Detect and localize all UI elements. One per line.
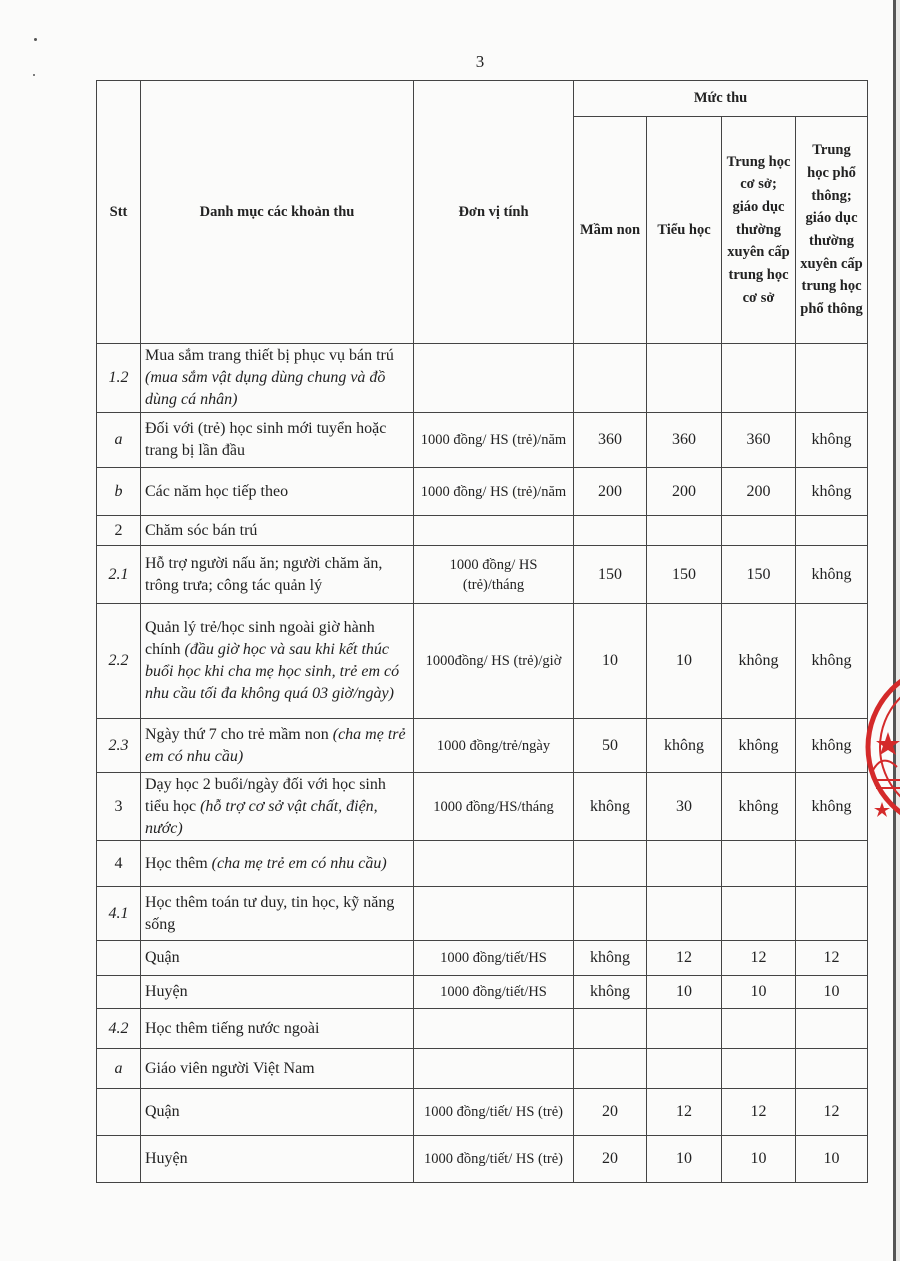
header-category: Danh mục các khoản thu — [141, 81, 414, 344]
row-stt: 2.2 — [97, 604, 141, 719]
row-stt: 1.2 — [97, 344, 141, 413]
table-row — [97, 887, 868, 941]
row-fee-value: 10 — [722, 1136, 796, 1183]
row-category-name: Hỗ trợ người nấu ăn; người chăm ăn, trông trưa; công tác quản lý — [145, 554, 383, 594]
row-fee-value — [647, 1049, 722, 1089]
row-unit: 1000 đồng/ HS (trẻ)/năm — [414, 468, 574, 516]
row-fee-value — [722, 1009, 796, 1049]
row-fee-value — [796, 344, 868, 413]
row-category-name: Học thêm tiếng nước ngoài — [145, 1019, 320, 1037]
row-category-name: Dạy học 2 buổi/ngày đối với học sinh tiểu học — [145, 775, 386, 815]
row-fee-value — [796, 887, 868, 941]
row-category — [141, 344, 414, 413]
row-stt: a — [97, 413, 141, 468]
row-fee-value: không — [796, 719, 868, 773]
row-category-name: Giáo viên người Việt Nam — [145, 1059, 315, 1077]
row-fee-value — [796, 516, 868, 546]
row-category — [141, 468, 414, 516]
row-unit: 1000 đồng/HS/tháng — [414, 773, 574, 841]
row-unit — [414, 1009, 574, 1049]
row-fee-value: 10 — [796, 1136, 868, 1183]
row-category-name: Huyện — [145, 983, 188, 1000]
row-category — [141, 413, 414, 468]
row-category — [141, 1136, 414, 1183]
row-fee-value — [647, 516, 722, 546]
row-fee-value — [647, 887, 722, 941]
table-row — [97, 413, 868, 468]
row-unit — [414, 887, 574, 941]
row-unit — [414, 1049, 574, 1089]
row-unit: 1000 đồng/tiết/HS — [414, 976, 574, 1009]
row-fee-value — [574, 1049, 647, 1089]
row-fee-value: 30 — [647, 773, 722, 841]
row-stt: 2.3 — [97, 719, 141, 773]
row-fee-value: không — [796, 773, 868, 841]
row-fee-value: không — [796, 546, 868, 604]
row-fee-value: 10 — [647, 604, 722, 719]
row-stt: 4.1 — [97, 887, 141, 941]
row-category — [141, 719, 414, 773]
header-fee-level: Mức thu — [574, 81, 868, 117]
row-fee-value: 12 — [796, 1089, 868, 1136]
row-fee-value — [574, 516, 647, 546]
row-fee-value: không — [796, 604, 868, 719]
row-category-note: (cha mẹ trẻ em có nhu cầu) — [211, 854, 387, 872]
row-fee-value: 200 — [647, 468, 722, 516]
row-stt: b — [97, 468, 141, 516]
header-unit: Đơn vị tính — [414, 81, 574, 344]
row-fee-value: 200 — [574, 468, 647, 516]
row-fee-value: 20 — [574, 1089, 647, 1136]
row-category-name: Học thêm — [145, 854, 212, 872]
row-stt: 3 — [97, 773, 141, 841]
row-stt — [97, 941, 141, 976]
row-category-name: Quận — [145, 1103, 180, 1120]
row-category-note: (hỗ trợ cơ sở vật chất, điện, nước) — [145, 797, 378, 837]
row-stt: 4.2 — [97, 1009, 141, 1049]
scan-speck — [34, 38, 37, 41]
row-fee-value: 12 — [647, 941, 722, 976]
row-fee-value — [574, 887, 647, 941]
row-stt: 2 — [97, 516, 141, 546]
row-fee-value — [796, 1049, 868, 1089]
table-row — [97, 1136, 868, 1183]
row-unit: 1000 đồng/tiết/HS — [414, 941, 574, 976]
header-level-upper-secondary: Trung học phổ thông; giáo dục thường xuyên cấp trung học phổ thông — [796, 117, 868, 344]
row-category-name: Các năm học tiếp theo — [145, 482, 289, 500]
row-fee-value: không — [574, 941, 647, 976]
row-fee-value — [647, 841, 722, 887]
header-level-lower-secondary: Trung học cơ sở; giáo dục thường xuyên cấp trung học cơ sở — [722, 117, 796, 344]
table-row — [97, 976, 868, 1009]
table-row — [97, 1009, 868, 1049]
row-fee-value — [722, 887, 796, 941]
row-unit: 1000 đồng/ HS (trẻ)/năm — [414, 413, 574, 468]
row-stt — [97, 976, 141, 1009]
row-fee-value — [647, 1009, 722, 1049]
row-category-name: Mua sắm trang thiết bị phục vụ bán trú — [145, 347, 394, 364]
row-category — [141, 604, 414, 719]
row-fee-value: 12 — [722, 941, 796, 976]
row-category-name: Đối với (trẻ) học sinh mới tuyển hoặc trang bị lần đầu — [145, 420, 387, 459]
row-category-name: Quản lý trẻ/học sinh ngoài giờ hành chính — [145, 619, 375, 658]
row-fee-value: 360 — [722, 413, 796, 468]
row-category — [141, 773, 414, 841]
row-fee-value — [796, 1009, 868, 1049]
row-fee-value: 12 — [796, 941, 868, 976]
row-fee-value: không — [722, 719, 796, 773]
row-fee-value: 20 — [574, 1136, 647, 1183]
row-fee-value — [574, 841, 647, 887]
row-fee-value: 12 — [722, 1089, 796, 1136]
row-fee-value: không — [647, 719, 722, 773]
row-unit: 1000 đồng/tiết/ HS (trẻ) — [414, 1136, 574, 1183]
row-fee-value — [647, 344, 722, 413]
row-fee-value: không — [796, 413, 868, 468]
red-seal-stamp — [860, 662, 900, 832]
row-fee-value: 10 — [647, 976, 722, 1009]
header-level-primary: Tiểu học — [647, 117, 722, 344]
page-number: 3 — [475, 52, 485, 71]
header-level-preschool: Mầm non — [574, 117, 647, 344]
row-category-name: Học thêm toán tư duy, tin học, kỹ năng sống — [145, 893, 395, 933]
scan-speck — [33, 74, 35, 76]
row-fee-value: 12 — [647, 1089, 722, 1136]
header-stt: Stt — [97, 81, 141, 344]
row-category-note: (cha mẹ trẻ em có nhu cầu) — [145, 725, 406, 765]
row-category-name: Quận — [145, 949, 180, 966]
table-row — [97, 1049, 868, 1089]
row-fee-value: không — [574, 976, 647, 1009]
row-fee-value: 150 — [722, 546, 796, 604]
row-fee-value: 150 — [574, 546, 647, 604]
row-stt — [97, 1136, 141, 1183]
row-category-note: (đầu giờ học và sau khi kết thúc buổi học khi cha mẹ học sinh, trẻ em có nhu cầu tối đa không quá 03 giờ/ngày) — [145, 641, 400, 702]
row-fee-value: 10 — [796, 976, 868, 1009]
table-row — [97, 1089, 868, 1136]
row-fee-value: 10 — [722, 976, 796, 1009]
row-category — [141, 976, 414, 1009]
row-category — [141, 1009, 414, 1049]
row-stt: 2.1 — [97, 546, 141, 604]
row-category — [141, 516, 414, 546]
row-category-note: (mua sắm vật dụng dùng chung và đồ dùng cá nhân) — [145, 369, 386, 408]
table-row — [97, 773, 868, 841]
row-stt: a — [97, 1049, 141, 1089]
table-row — [97, 604, 868, 719]
row-category-name: Ngày thứ 7 cho trẻ mầm non — [145, 725, 333, 743]
row-unit: 1000đồng/ HS (trẻ)/giờ — [414, 604, 574, 719]
row-fee-value: không — [796, 468, 868, 516]
row-category-name: Chăm sóc bán trú — [145, 521, 258, 539]
row-unit: 1000 đồng/trẻ/ngày — [414, 719, 574, 773]
row-unit — [414, 344, 574, 413]
row-fee-value: không — [722, 773, 796, 841]
row-fee-value — [722, 1049, 796, 1089]
row-unit: 1000 đồng/tiết/ HS (trẻ) — [414, 1089, 574, 1136]
row-category — [141, 941, 414, 976]
fee-table — [96, 80, 868, 1183]
row-fee-value — [574, 344, 647, 413]
row-category — [141, 1089, 414, 1136]
row-fee-value — [722, 516, 796, 546]
row-fee-value: 360 — [647, 413, 722, 468]
table-row — [97, 516, 868, 546]
row-unit — [414, 516, 574, 546]
row-stt: 4 — [97, 841, 141, 887]
row-fee-value: không — [722, 604, 796, 719]
row-fee-value: 360 — [574, 413, 647, 468]
row-fee-value: 10 — [574, 604, 647, 719]
row-fee-value — [722, 841, 796, 887]
row-stt — [97, 1089, 141, 1136]
row-category — [141, 887, 414, 941]
row-fee-value — [796, 841, 868, 887]
row-fee-value — [574, 1009, 647, 1049]
row-fee-value: 50 — [574, 719, 647, 773]
row-category — [141, 841, 414, 887]
row-fee-value: không — [574, 773, 647, 841]
row-fee-value: 150 — [647, 546, 722, 604]
table-row — [97, 841, 868, 887]
row-fee-value: 200 — [722, 468, 796, 516]
table-row — [97, 719, 868, 773]
table-row — [97, 468, 868, 516]
row-unit — [414, 841, 574, 887]
table-row — [97, 546, 868, 604]
table-row — [97, 344, 868, 413]
row-fee-value: 10 — [647, 1136, 722, 1183]
row-category — [141, 1049, 414, 1089]
table-row — [97, 941, 868, 976]
row-fee-value — [722, 344, 796, 413]
row-unit: 1000 đồng/ HS (trẻ)/tháng — [414, 546, 574, 604]
row-category-name: Huyện — [145, 1150, 188, 1167]
row-category — [141, 546, 414, 604]
